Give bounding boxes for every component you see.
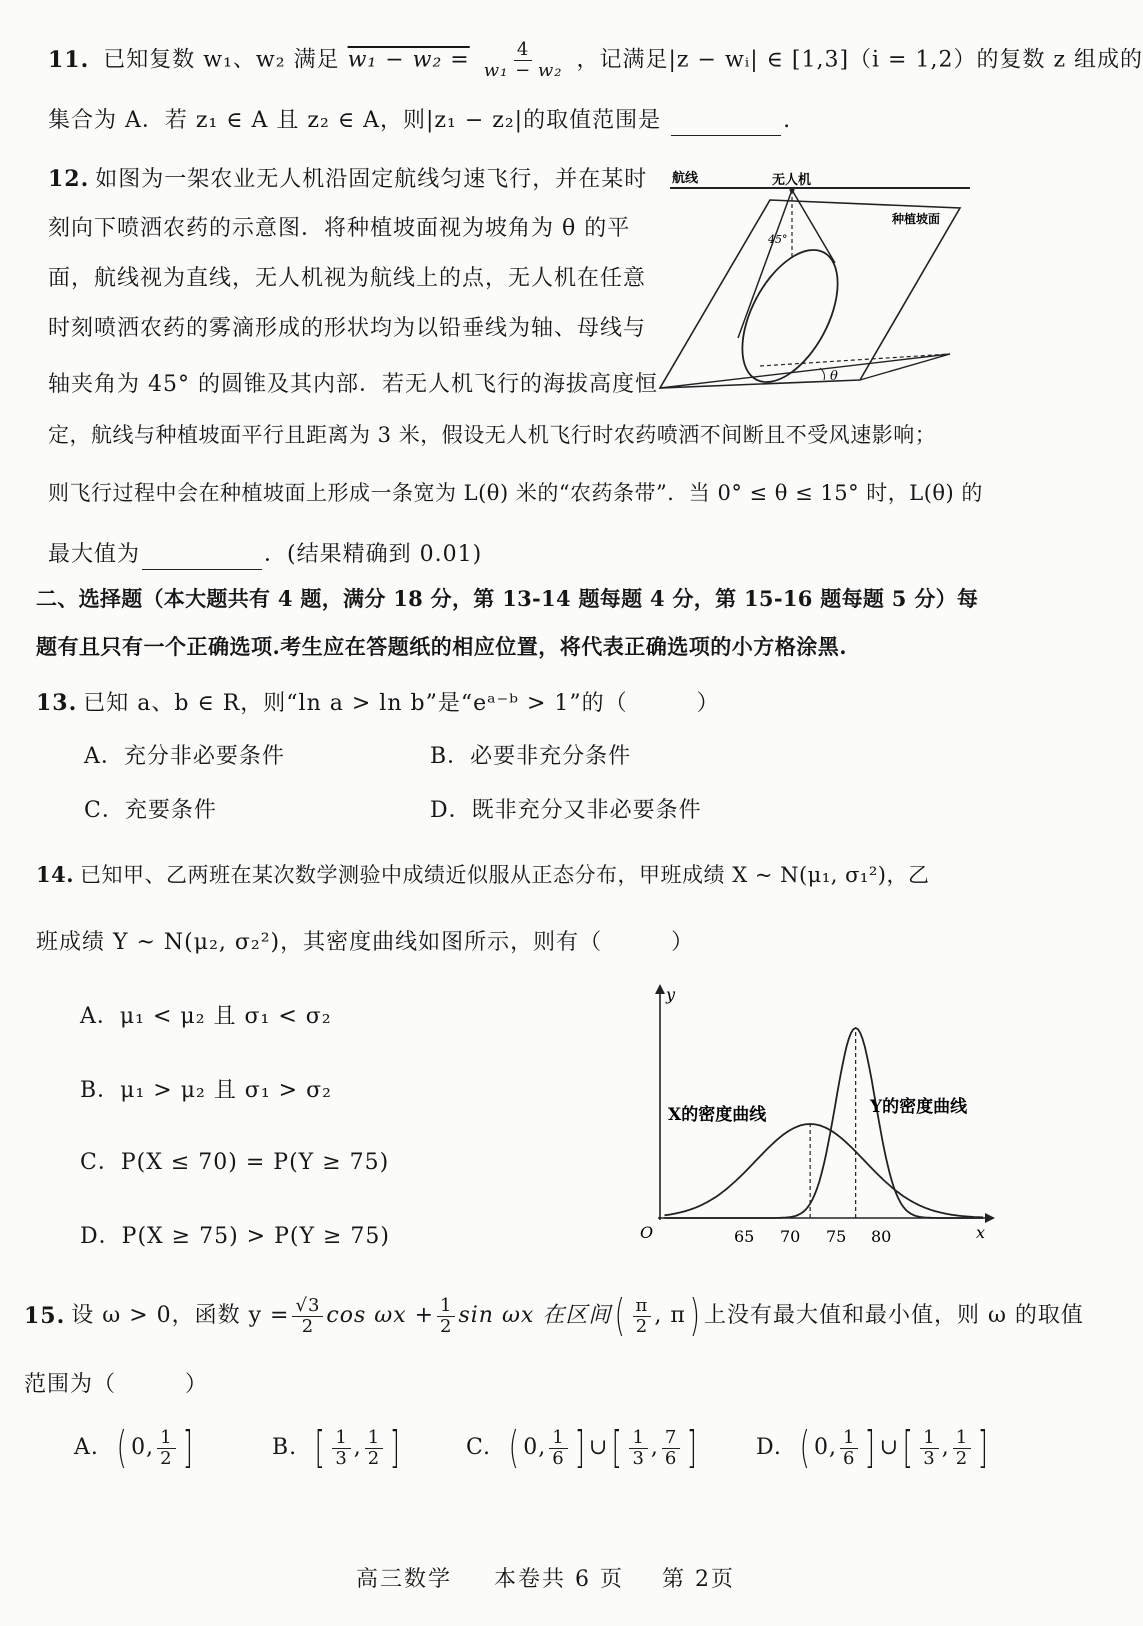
q14-line2: 班成绩 Y ~ N(μ₂, σ₂²)，其密度曲线如图所示，则有（ ） [36, 930, 695, 955]
footer-subject: 高三数学 [356, 1567, 453, 1592]
q14-option-c[interactable]: C．P(X ≤ 70) = P(Y ≥ 75) [80, 1150, 390, 1175]
q12-line-5: 定，航线与种植坡面平行且距离为 3 米，假设无人机飞行时农药喷洒不间断且不受风速影响； [48, 423, 937, 447]
q12-line-3: 时刻喷洒农药的雾滴形成的形状均为以铅垂线为轴、母线与 [48, 316, 647, 341]
x-density-curve [665, 1124, 984, 1217]
q15-option-d[interactable]: D. ( 0, $\frac{1}{6}$ ] ∪ [ $\frac{1}{3}$ , $\frac{1}{2}$ ] [756, 1422, 989, 1473]
q13-option-c[interactable]: C．充要条件 [84, 798, 217, 823]
q11-text-part2: ，记满足|z − wᵢ| ∈ [1,3]（i = 1,2）的复数 z 组成的 [576, 47, 1143, 73]
q13-option-a[interactable]: A．充分非必要条件 [84, 744, 285, 769]
q11-formula-lhs: w₁ − w₂ = [347, 47, 470, 73]
q14-option-b[interactable]: B．μ₁ > μ₂ 且 σ₁ > σ₂ [80, 1078, 332, 1103]
q15-option-b[interactable]: B. [ $\frac{1}{3}$ , $\frac{1}{2}$ ] [272, 1422, 401, 1473]
q12-line-2: 面，航线视为直线，无人机视为航线上的点，无人机在任意 [48, 266, 647, 291]
q12-line-4: 轴夹角为 45° 的圆锥及其内部．若无人机飞行的海拔高度恒 [48, 372, 658, 397]
tick-label-65: 65 [734, 1227, 755, 1246]
q13-stem: 13. 已知 a、b ∈ R，则“ln a > ln b”是“eᵃ⁻ᵇ > 1”的（ ） [36, 690, 720, 716]
cone-generatrix-right [792, 190, 835, 263]
q15-line2: 范围为（ ） [24, 1372, 209, 1397]
q13-option-d[interactable]: D．既非充分又非必要条件 [430, 798, 702, 823]
q14-line1: 14. 已知甲、乙两班在某次数学测验中成绩近似服从正态分布，甲班成绩 X ~ N(μ₁, σ₁²)，乙 [36, 862, 930, 887]
section2-header-line1: 二、选择题（本大题共有 4 题，满分 18 分，第 13-14 题每题 4 分，第 15-16 题每题 5 分）每 [36, 586, 979, 611]
q12-line-0: 12. 如图为一架农业无人机沿固定航线匀速飞行，并在某时 [48, 166, 648, 192]
q11-number: 11. [48, 46, 90, 73]
q11-line2: 集合为 A．若 z₁ ∈ A 且 z₂ ∈ A，则|z₁ − z₂|的取值范围是 . [48, 106, 791, 136]
q14-density-chart [630, 980, 1000, 1250]
q12-drone-figure [660, 168, 990, 408]
q12-line-7: 最大值为 ．(结果精确到 0.01) [48, 540, 482, 570]
q15-frac-pi-2: $\frac{\pi}{2}$ [633, 1296, 652, 1337]
q12-line-6: 则飞行过程中会在种植坡面上形成一条宽为 L(θ) 米的“农药条带”．当 0° ≤ θ ≤ 15° 时，L(θ) 的 [48, 481, 983, 505]
y-axis-label: y [666, 985, 676, 1004]
tick-label-70: 70 [780, 1227, 801, 1246]
footer-page-number: 第 2页 [662, 1567, 735, 1592]
angle-45-label: 45° [768, 233, 788, 246]
q11-line1 [48, 40, 1143, 81]
q14-option-a[interactable]: A．μ₁ < μ₂ 且 σ₁ < σ₂ [80, 1004, 332, 1029]
base-dashed [760, 354, 950, 366]
slope-label: 种植坡面 [892, 212, 941, 226]
y-curve-label: Y的密度曲线 [870, 1097, 968, 1117]
theta-label: θ [830, 369, 838, 384]
y-axis-arrow [655, 984, 665, 994]
q15-option-a[interactable]: A. ( 0, $\frac{1}{2}$ ] [74, 1422, 194, 1473]
route-label: 航线 [672, 171, 699, 186]
section2-header-line2: 题有且只有一个正确选项.考生应在答题纸的相应位置，将代表正确选项的小方格涂黑. [36, 634, 848, 659]
q11-text-line2: 集合为 A．若 z₁ ∈ A 且 z₂ ∈ A，则|z₁ − z₂|的取值范围是 [48, 108, 662, 133]
origin-label: O [640, 1223, 654, 1242]
slope-plane [660, 200, 960, 388]
tick-label-80: 80 [871, 1227, 892, 1246]
x-axis-label: x [976, 1223, 986, 1242]
q12-answer-blank[interactable] [142, 547, 262, 570]
drone-label: 无人机 [772, 173, 812, 188]
q15-option-c[interactable]: C. ( 0, $\frac{1}{6}$ ] ∪ [ $\frac{1}{3}$ , $\frac{7}{6}$ ] [466, 1422, 698, 1473]
q13-option-b[interactable]: B．必要非充分条件 [430, 744, 632, 769]
q15-frac-1-2: $\frac{1}{2}$ [437, 1296, 455, 1337]
q13-number: 13. [36, 690, 78, 716]
page-footer [356, 1562, 735, 1593]
x-axis-arrow [985, 1213, 995, 1223]
q11-fraction: $\frac{4}{\text{w₁ − w₂}}$ [483, 39, 563, 81]
q14-option-d[interactable]: D．P(X ≥ 75) > P(Y ≥ 75) [80, 1224, 391, 1249]
x-curve-label: X的密度曲线 [668, 1105, 767, 1125]
q12-number: 12. [48, 166, 90, 192]
q15-line1: 15. 设 ω > 0，函数 y = $\frac{√3}{2}$ cos ωx + $\frac{1}{2}$ sin ωx 在区间 ( $\frac{\pi}{2}$ , π ) 上没有最大值和最小值，则 ω 的取值 [24, 1290, 1084, 1341]
q15-number: 15. [24, 1303, 66, 1329]
footer-page-count: 本卷共 6 页 [494, 1567, 624, 1592]
q12-line-1: 刻向下喷洒农药的示意图．将种植坡面视为坡角为 θ 的平 [48, 216, 631, 241]
q15-frac-sqrt3-2: $\frac{√3}{2}$ [292, 1296, 323, 1337]
tick-label-75: 75 [826, 1227, 847, 1246]
q11-text-part1: 已知复数 w₁、w₂ 满足 [103, 47, 340, 73]
q14-number: 14. [36, 862, 75, 887]
q11-answer-blank[interactable] [671, 113, 781, 136]
